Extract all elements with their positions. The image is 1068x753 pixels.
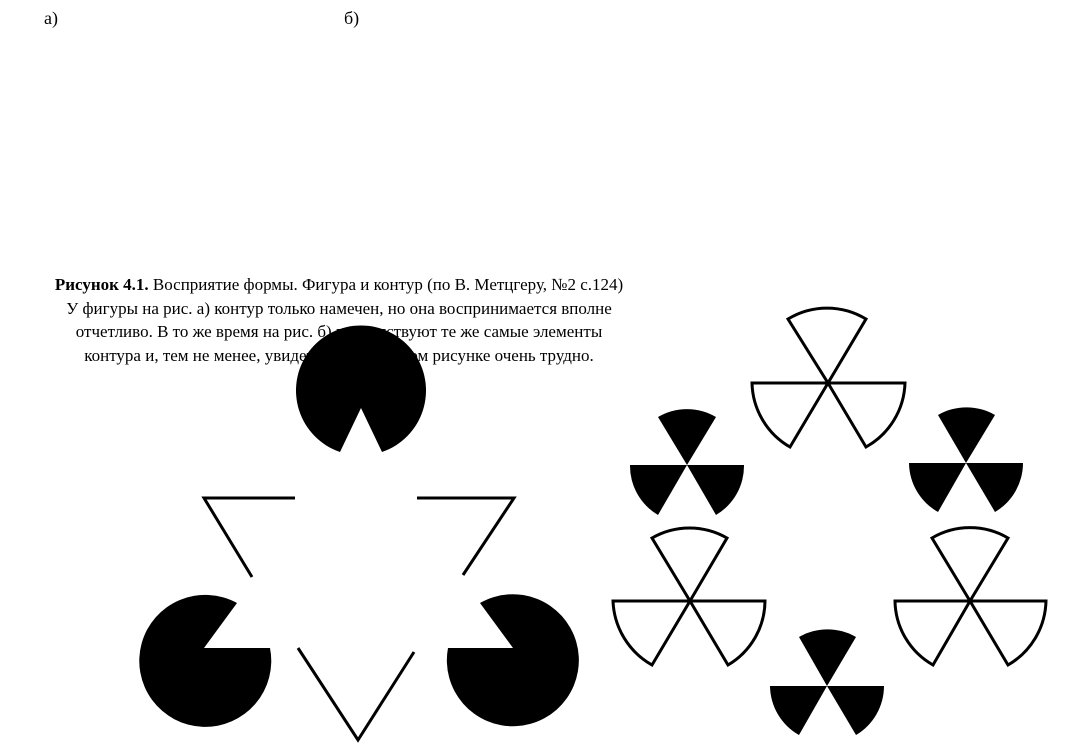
pacman-bottom-right xyxy=(447,594,579,726)
outline-trefoil-right xyxy=(895,528,1046,665)
caption-figure-number: Рисунок 4.1. xyxy=(54,275,149,294)
caption-line: контура и, тем не менее, увидеть фигуру в этом рисунке очень трудно. xyxy=(84,345,594,365)
caption-title-text: Восприятие формы. Фигура и контур (по В. Метцгеру, №2 с.124) xyxy=(148,275,624,294)
figure-a-label: а) xyxy=(44,8,58,28)
pacman-bottom-left xyxy=(139,595,271,727)
star-figure xyxy=(613,308,1046,735)
black-trefoil-left xyxy=(630,409,744,515)
outline-segment-bottom xyxy=(298,648,414,740)
figure-b-label: б) xyxy=(344,8,360,28)
kanizsa-figure xyxy=(139,325,579,740)
outline-segment-right xyxy=(417,498,514,575)
black-trefoil-right xyxy=(909,407,1023,512)
caption-line: У фигуры на рис. а) контур только намечен, но она воспринимается вполне xyxy=(66,298,612,318)
black-trefoil-bottom xyxy=(770,629,884,735)
caption-title-line xyxy=(0,273,678,297)
figure-caption xyxy=(0,273,678,367)
caption-line: отчетливо. В то же время на рис. б) присутствуют те же самые элементы xyxy=(75,322,603,341)
outline-trefoil-left xyxy=(613,528,765,665)
outline-segment-left xyxy=(204,498,295,577)
outline-trefoil-top xyxy=(752,308,905,447)
